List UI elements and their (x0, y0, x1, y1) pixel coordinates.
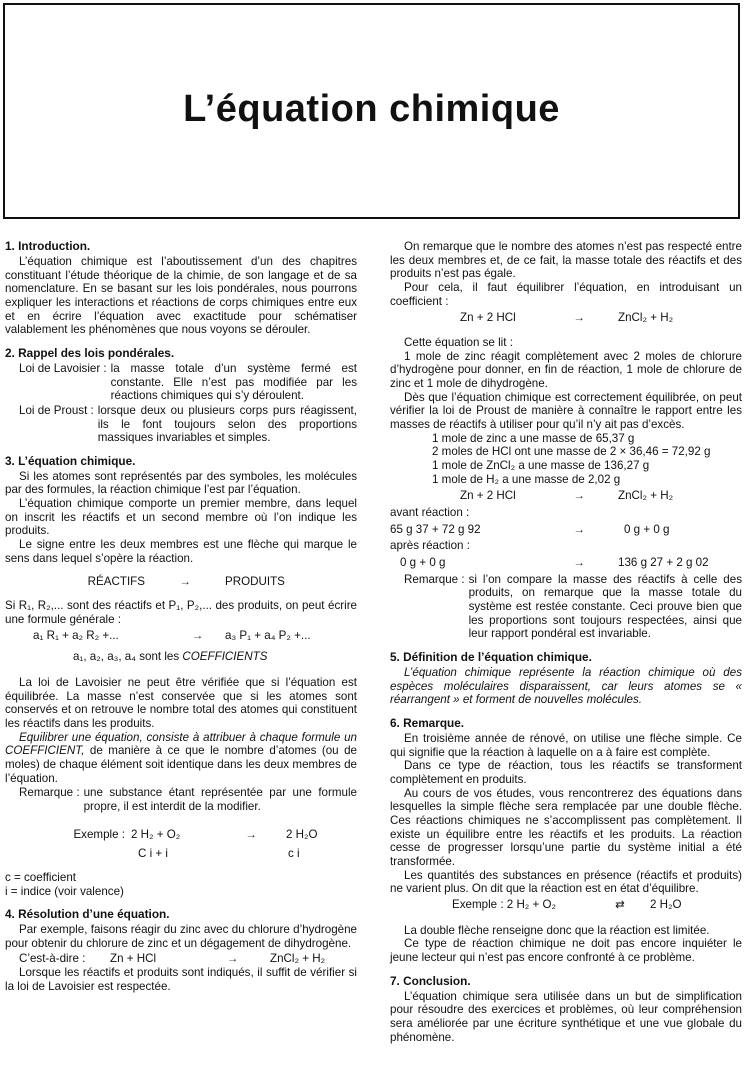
paragraph: Au cours de vos études, vous rencontrerez des équations dans lesquelles la simple flèche sera remplacée par une double flèche. Ces réactions chimiques ne s’accomplissent pas complètement. Il existe un équilibre entre les réactifs et les produits. La réaction cesse de progresser lorsqu’une partie du système initial a été transformée. (390, 786, 742, 869)
equation-reactifs-produits (5, 575, 357, 589)
paragraph: La double flèche renseigne donc que la réaction est limitée. (404, 923, 710, 937)
heading-conclusion: 7. Conclusion. (390, 973, 471, 988)
paragraph: Cette équation se lit : (404, 336, 513, 350)
list-item: 1 mole de ZnCl₂ a une masse de 136,27 g (432, 459, 650, 473)
arrow-icon: → (573, 489, 585, 503)
legend-coefficient: c = coefficient (5, 870, 77, 884)
example-double-arrow (390, 898, 742, 912)
paragraph: On remarque que le nombre des atomes n’est pas respecté entre les deux membres et, de ce fait, la masse totale des réactifs et des produits n’est pas égale. (390, 240, 742, 281)
label-apres: après réaction : (390, 539, 470, 553)
equation-right: PRODUITS (225, 575, 285, 589)
definition-text: la masse totale d’un système fermé est constante. Elle n’est pas modifiée par les réactions chimiques qui s’y déroulent. (110, 361, 357, 403)
definition-text: une substance étant représentée par une formule propre, il est interdit de la modifier. (83, 786, 357, 813)
paragraph: 1 mole de zinc réagit complètement avec 2 moles de chlorure d’hydrogène pour donner, en fin de réaction, 1 mole de chlorure de zinc et 1 mole de dihydrogène. (390, 349, 742, 391)
arrow-icon: → (179, 575, 191, 589)
equation-left: Zn + 2 HCl (460, 489, 516, 503)
masses-right: 0 g + 0 g (624, 522, 670, 536)
equation-right: a₃ P₁ + a₄ P₂ +... (225, 628, 311, 642)
heading-remarque: 6. Remarque. (390, 716, 465, 731)
paragraph: Le signe entre les deux membres est une flèche qui marque le sens dans lequel s’opère la réaction. (5, 538, 357, 565)
paragraph: Lorsque les réactifs et produits sont indiqués, il suffit de vérifier si la loi de Lavoisier est respectée. (5, 966, 357, 993)
example-right: 2 H₂O (650, 898, 682, 912)
left-column (5, 240, 357, 994)
definition-term: Remarque : (404, 572, 465, 586)
arrow-icon: → (191, 628, 204, 642)
masses-list (390, 432, 742, 487)
paragraph: Les quantités des substances en présence (réactifs et produits) ne varient plus. On dit que la réaction est en état d’équilibre. (390, 868, 742, 896)
masses-apres (390, 556, 742, 570)
masses-avant (390, 523, 742, 537)
equation-balanced (390, 311, 742, 325)
equation-right: ZnCl₂ + H₂ (618, 489, 674, 503)
paragraph (5, 731, 357, 786)
page-title: L’équation chimique (183, 88, 560, 130)
equation-generale (5, 629, 357, 643)
definition-term: Remarque : (19, 786, 80, 800)
example-label: Exemple : (73, 827, 125, 841)
heading-resolution: 4. Résolution d’une équation. (5, 907, 170, 922)
title-box (3, 3, 740, 219)
paragraph: Par exemple, faisons réagir du zinc avec du chlorure d’hydrogène pour obtenir du chlorure de zinc et un dégagement de dihydrogène. (5, 923, 357, 950)
arrow-icon: → (573, 556, 585, 570)
double-arrow-icon: ⇄ (615, 898, 625, 912)
equation-label: C’est-à-dire : (19, 951, 86, 965)
heading-equation-chimique: 3. L’équation chimique. (5, 453, 136, 468)
arrow-icon: → (226, 951, 239, 965)
equation-right: 2 H₂O (286, 827, 318, 841)
coefficients-word: COEFFICIENTS (182, 650, 268, 664)
paragraph: Ce type de réaction chimique ne doit pas encore inquiéter le jeune lecteur qui n’est pas encore confronté à ce problème. (390, 937, 742, 965)
equation-left: RÉACTIFS (87, 575, 145, 589)
annotation-left: C i + i (138, 847, 168, 861)
equation-left: 2 H₂ + O₂ (131, 827, 181, 841)
list-item: 2 moles de HCl ont une masse de 2 × 36,46 = 72,92 g (432, 445, 711, 459)
list-item: 1 mole de zinc a une masse de 65,37 g (432, 431, 635, 445)
heading-introduction: 1. Introduction. (5, 239, 91, 253)
equation-left: Zn + HCl (110, 951, 157, 965)
legend-indice: i = indice (voir valence) (5, 884, 124, 898)
arrow-icon: → (573, 311, 585, 325)
paragraph: En troisième année de rénové, on utilise une flèche simple. Ce qui signifie que la réaction à laquelle on a à faire est complète. (390, 731, 742, 759)
paragraph: Dès que l’équation chimique est correctement équilibrée, on peut vérifier la loi de Proust de manière à connaître le rapport entre les masses de réactifs à utiliser pour qu’il n’y ait pas d’excès. (390, 390, 742, 432)
masses-right: 136 g 27 + 2 g 02 (618, 556, 709, 570)
definition-term: Loi de Proust : (19, 403, 94, 417)
equation-right: ZnCl₂ + H₂ (618, 311, 674, 325)
text: de manière à ce que le nombre d’atomes (ou de moles) de chaque élément soit identique dans les deux membres de l’équation. (5, 744, 357, 785)
remarque-right (390, 573, 742, 641)
paragraph: Si les atomes sont représentés par des symboles, les molécules par des formules, la réaction chimique l’est par l’équation. (5, 469, 357, 497)
italic-text: Equilibrer une équation, consiste à attribuer à chaque formule un COEFFICIENT, (5, 730, 357, 758)
example-equation (5, 828, 357, 842)
paragraph: La loi de Lavoisier ne peut être vérifiée que si l’équation est équilibrée. La masse n’est conservée que si les atomes sont conservés et on retrouve le nombre total des atomes qui constituent les réactifs dans les produits. (5, 675, 357, 730)
right-column (390, 240, 742, 1044)
definition-term: Loi de Lavoisier : (19, 361, 107, 375)
list-item: 1 mole de H₂ a une masse de 2,02 g (432, 472, 621, 486)
paragraph: L’équation chimique comporte un premier membre, dans lequel on inscrit les réactifs et un second membre où l’on indique les produits. (5, 497, 357, 538)
cest-a-dire-equation (5, 952, 357, 966)
example-left: Exemple : 2 H₂ + O₂ (452, 898, 557, 912)
equation-left: Zn + 2 HCl (460, 311, 516, 325)
paragraph: Si R₁, R₂,... sont des réactifs et P₁, P₂,... des produits, on peut écrire une formule générale : (5, 599, 357, 626)
definition-proust (5, 404, 357, 445)
paragraph: Pour cela, il faut équilibrer l’équation, en introduisant un coefficient : (390, 281, 742, 308)
remarque-left (5, 786, 357, 813)
coefficients-line (5, 650, 357, 664)
paragraph: L’équation chimique est l’aboutissement d’un des chapitres constituant l’étude théorique de la chimie, de son langage et de sa nomenclature. En se basant sur les lois pondérales, nous pourrons expliquer les interactions et réactions de corps chimiques entre eux et en écrire l’équation avec exactitude pour schématiser valablement les phénomènes que nous voyons se dérouler. (5, 254, 357, 337)
arrow-icon: → (245, 827, 257, 841)
equation-right: ZnCl₂ + H₂ (270, 951, 326, 965)
paragraph: Dans ce type de réaction, tous les réactifs se transforment complètement en produits. (390, 759, 742, 786)
paragraph: L’équation chimique sera utilisée dans un but de simplification pour résoudre des exercices et problèmes, où leur compréhension sera améliorée par une écriture synthétique et une vue globale du phénomène. (390, 989, 742, 1044)
paragraph: L’équation chimique représente la réaction chimique où des espèces moléculaires disparaissent, car leurs atomes se « réarrangent » et forment de nouvelles molécules. (390, 666, 742, 707)
label-avant: avant réaction : (390, 506, 470, 520)
equation-balanced-2 (390, 489, 742, 503)
coefficients-text: a₁, a₂, a₃, a₄ sont les (73, 650, 180, 664)
annotation-right: c i (288, 847, 300, 861)
definition-text: lorsque deux ou plusieurs corps purs réagissent, ils le font toujours selon des proportions massiques invariables et simples. (97, 403, 357, 445)
heading-definition: 5. Définition de l’équation chimique. (390, 650, 592, 665)
arrow-icon: → (573, 522, 585, 536)
example-annotations (5, 847, 357, 861)
definition-lavoisier (5, 362, 357, 403)
masses-left: 0 g + 0 g (400, 556, 446, 570)
heading-lois-ponderales: 2. Rappel des lois pondérales. (5, 345, 175, 360)
masses-left: 65 g 37 + 72 g 92 (390, 522, 481, 536)
equation-left: a₁ R₁ + a₂ R₂ +... (33, 628, 119, 642)
definition-text: si l’on compare la masse des réactifs à celle des produits, on remarque que la masse totale du système est restée constante. Ceci prouve bien que les proportions sont toujours respectées, ainsi que leur rapport pondéral est invariable. (468, 572, 742, 641)
